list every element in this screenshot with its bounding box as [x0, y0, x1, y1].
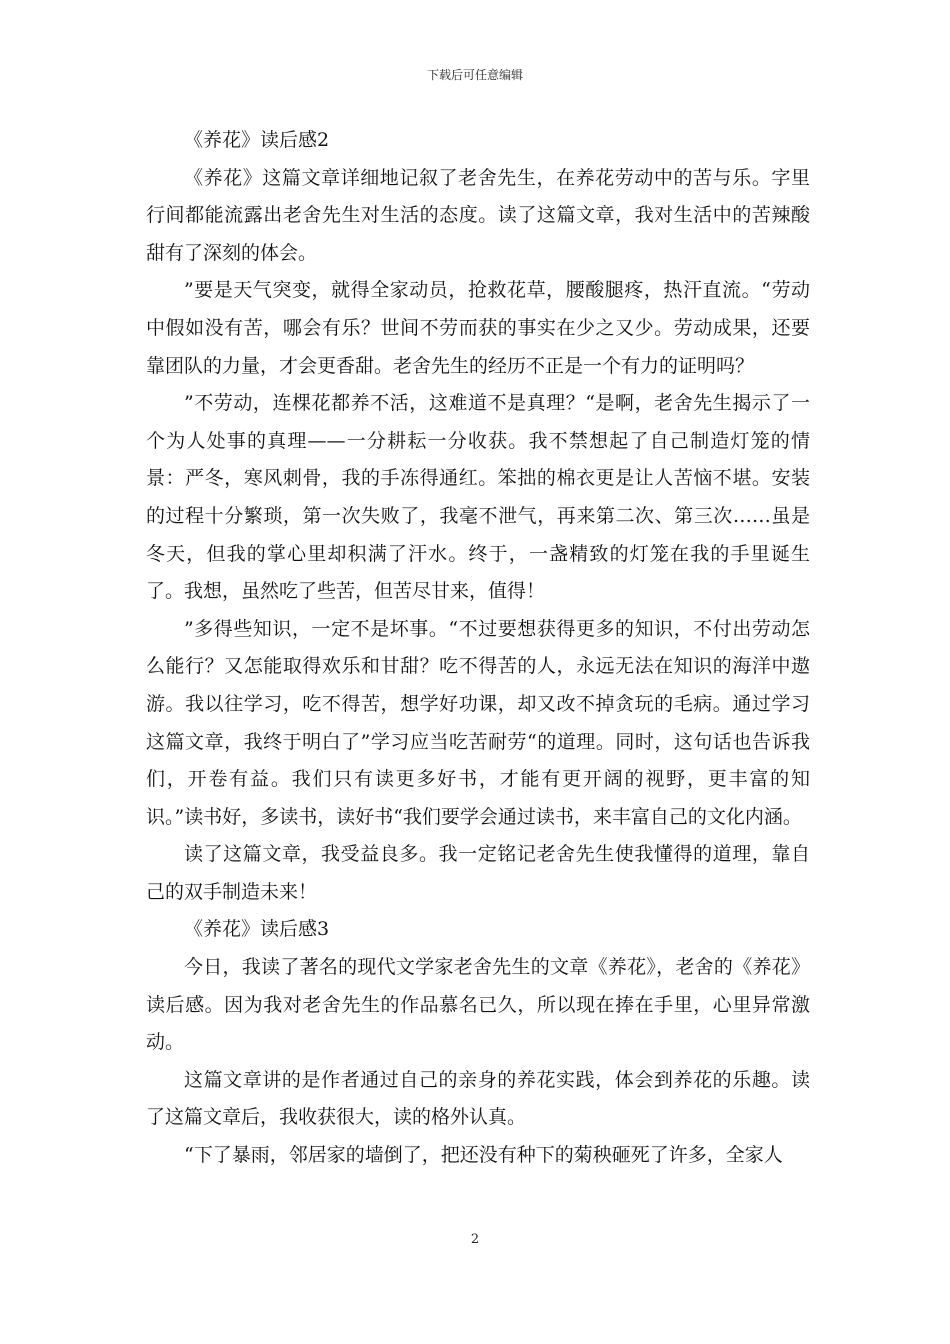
- paragraph: 今日，我读了著名的现代文学家老舍先生的文章《养花》，老舍的《养花》读后感。因为我对老舍先生的作品慕名已久，所以现在捧在手里，心里异常激动。: [146, 956, 810, 1054]
- page-header: 下载后可任意编辑: [426, 68, 523, 82]
- paragraph: 这篇文章讲的是作者通过自己的亲身的养花实践，体会到养花的乐趣。读了这篇文章后，我收获很大，读的格外认真。: [146, 1068, 810, 1129]
- paragraph: ”多得些知识，一定不是坏事。“不过要想获得更多的知识，不付出劳动怎么能行？又怎能取得欢乐和甘甜？吃不得苦的人，永远无法在知识的海洋中遨游。我以往学习，吃不得苦，想学好功课，却又改不掉贪玩的毛病。通过学习这篇文章，我终于明白了”学习应当吃苦耐劳“的道理。同时，这句话也告诉我们，开卷有益。我们只有读更多好书，才能有更开阔的视野，更丰富的知识。”读书好，多读书，读好书“我们要学会通过读书，来丰富自己的文化内涵。: [146, 617, 810, 828]
- section-title-2: 《养花》读后感2: [184, 129, 330, 151]
- paragraph: 《养花》这篇文章详细地记叙了老舍先生，在养花劳动中的苦与乐。字里行间都能流露出老舍先生对生活的态度。读了这篇文章，我对生活中的苦辣酸甜有了深刻的体会。: [146, 166, 810, 264]
- page-number: 2: [470, 1232, 480, 1247]
- paragraph: ”不劳动，连棵花都养不活，这难道不是真理？“是啊，老舍先生揭示了一个为人处事的真理——一分耕耘一分收获。我不禁想起了自己制造灯笼的情景：严冬，寒风刺骨，我的手冻得通红。笨拙的棉衣更是让人苦恼不堪。安装的过程十分繁琐，第一次失败了，我毫不泄气，再来第二次、第三次……虽是冬天，但我的掌心里却积满了汗水。终于，一盏精致的灯笼在我的手里诞生了。我想，虽然吃了些苦，但苦尽甘来，值得！: [146, 392, 810, 603]
- paragraph: “下了暴雨，邻居家的墙倒了，把还没有种下的菊秧砸死了许多，全家人: [184, 1144, 783, 1167]
- section-title-3: 《养花》读后感3: [184, 918, 330, 941]
- paragraph: 读了这篇文章，我受益良多。我一定铭记老舍先生使我懂得的道理，靠自己的双手制造未来！: [146, 843, 810, 903]
- document-body: [146, 122, 810, 1175]
- paragraph: ”要是天气突变，就得全家动员，抢救花草，腰酸腿疼，热汗直流。“劳动中假如没有苦，哪会有乐？世间不劳而获的事实在少之又少。劳动成果，还要靠团队的力量，才会更香甜。老舍先生的经历不正是一个有力的证明吗？: [146, 279, 810, 377]
